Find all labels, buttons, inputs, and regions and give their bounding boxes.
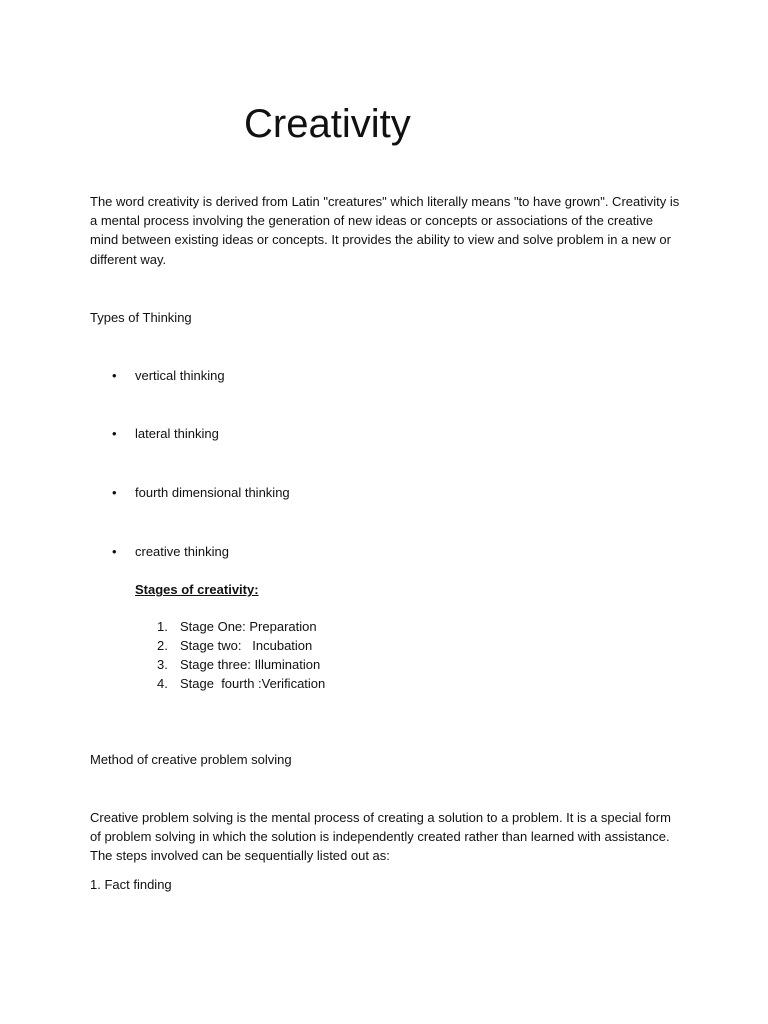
list-item-label: Stage three: Illumination: [180, 657, 321, 672]
types-heading: Types of Thinking: [90, 310, 192, 325]
intro-paragraph: The word creativity is derived from Latin "creatures" which literally means "to have grown". Creativity is a mental process involving the generation of new ideas or concepts or associations of the creative mind between existing ideas or concepts. It provides the ability to view and solve problem in a new or different way.: [90, 194, 680, 267]
list-item-label: creative thinking: [135, 544, 229, 559]
list-number: 1.: [157, 619, 168, 634]
list-item-label: Stage One: Preparation: [180, 619, 317, 634]
bullet-icon: •: [112, 544, 117, 559]
page-title: Creativity: [244, 102, 411, 146]
list-item-label: fourth dimensional thinking: [135, 485, 290, 500]
list-number: 2.: [157, 638, 168, 653]
list-number: 3.: [157, 657, 168, 672]
step-one: 1. Fact finding: [90, 877, 172, 892]
bullet-icon: •: [112, 485, 117, 500]
list-item-label: Stage fourth :Verification: [180, 676, 326, 691]
method-paragraph: Creative problem solving is the mental process of creating a solution to a problem. It is a special form of problem solving in which the solution is independently created rather than learned with assistance. The steps involved can be sequentially listed out as:: [90, 810, 671, 864]
bullet-icon: •: [112, 426, 117, 441]
method-heading: Method of creative problem solving: [90, 752, 292, 767]
list-item-label: Stage two: Incubation: [180, 638, 313, 653]
list-item-label: lateral thinking: [135, 426, 219, 441]
list-number: 4.: [157, 676, 168, 691]
stages-heading: Stages of creativity:: [135, 582, 259, 597]
bullet-icon: •: [112, 368, 117, 383]
list-item-label: vertical thinking: [135, 368, 225, 383]
